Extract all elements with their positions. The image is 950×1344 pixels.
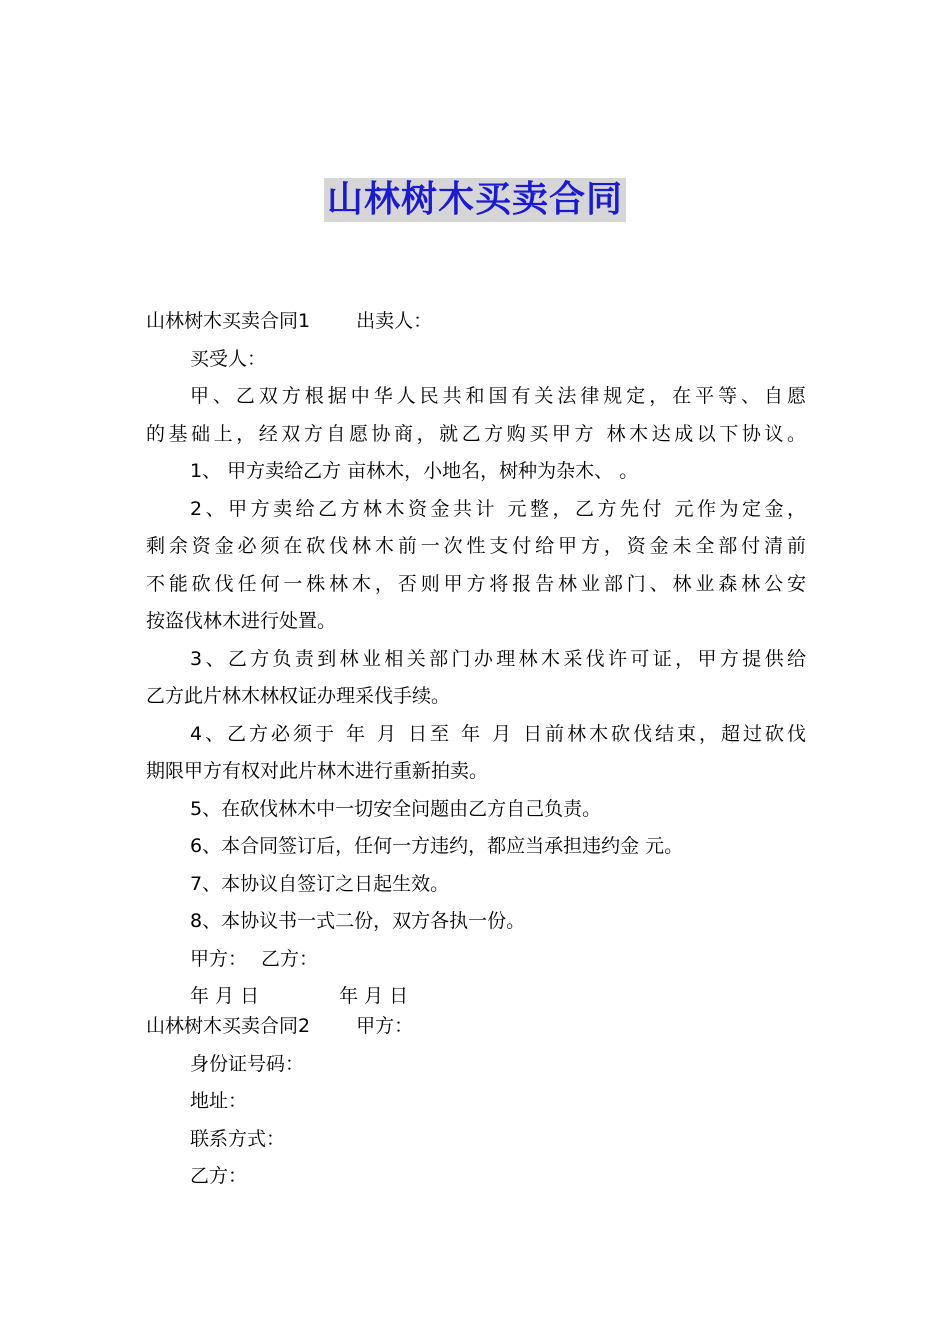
clause-4-line-2: 期限甲方有权对此片林木进行重新拍卖。 <box>146 760 489 782</box>
clause-6: 6、本合同签订后，任何一方违约，都应当承担违约金 元。 <box>190 835 684 857</box>
clause-2-line-3: 不能砍伐任何一株林木，否则甲方将报告林业部门、林业森林公安 <box>146 573 806 595</box>
clause-2-line-2: 剩余资金必须在砍伐林木前一次性支付给甲方，资金未全部付清前 <box>146 535 806 557</box>
signature-line <box>190 944 318 974</box>
date-line <box>190 981 408 1011</box>
intro-line-2: 的基础上，经双方自愿协商，就乙方购买甲方 林木达成以下协议。 <box>146 423 806 445</box>
contract1-heading-line <box>146 306 432 336</box>
party-b-date: 年 月 日 <box>339 985 409 1007</box>
intro-line-1: 甲、乙双方根据中华人民共和国有关法律规定，在平等、自愿 <box>190 385 806 407</box>
address-label: 地址： <box>190 1090 248 1112</box>
clause-5: 5、在砍伐林木中一切安全问题由乙方自己负责。 <box>190 798 602 820</box>
clause-2-line-4: 按盗伐林木进行处置。 <box>146 610 337 632</box>
contract2-party-b-label: 乙方： <box>190 1165 248 1187</box>
clause-4-line-1: 4、乙方必须于 年 月 日至 年 月 日前林木砍伐结束，超过砍伐 <box>190 723 806 745</box>
title-container <box>0 178 950 222</box>
buyer-label: 买受人： <box>190 348 267 370</box>
clause-8: 8、本协议书一式二份，双方各执一份。 <box>190 910 526 932</box>
clause-3-line-2: 乙方此片林木林权证办理采伐手续。 <box>146 685 451 707</box>
contract2-heading: 山林树木买卖合同2 <box>146 1015 311 1037</box>
seller-label: 出卖人： <box>356 310 433 332</box>
contract1-heading: 山林树木买卖合同1 <box>146 310 311 332</box>
party-a-date: 年 月 日 <box>190 985 260 1007</box>
clause-2-line-1: 2、甲方卖给乙方林木资金共计 元整，乙方先付 元作为定金， <box>190 498 806 520</box>
contract2-heading-line <box>146 1011 413 1041</box>
party-a-signature-label: 甲方： <box>190 948 248 970</box>
clause-7: 7、本协议自签订之日起生效。 <box>190 873 450 895</box>
contract2-party-a-label: 甲方： <box>356 1015 414 1037</box>
id-number-label: 身份证号码： <box>190 1053 305 1075</box>
party-b-signature-label: 乙方： <box>261 948 319 970</box>
clause-1: 1、 甲方卖给乙方 亩林木，小地名，树种为杂木、 。 <box>190 460 639 482</box>
contact-label: 联系方式： <box>190 1128 286 1150</box>
document-title: 山林树木买卖合同 <box>324 178 626 222</box>
clause-3-line-1: 3、乙方负责到林业相关部门办理林木采伐许可证，甲方提供给 <box>190 648 806 670</box>
